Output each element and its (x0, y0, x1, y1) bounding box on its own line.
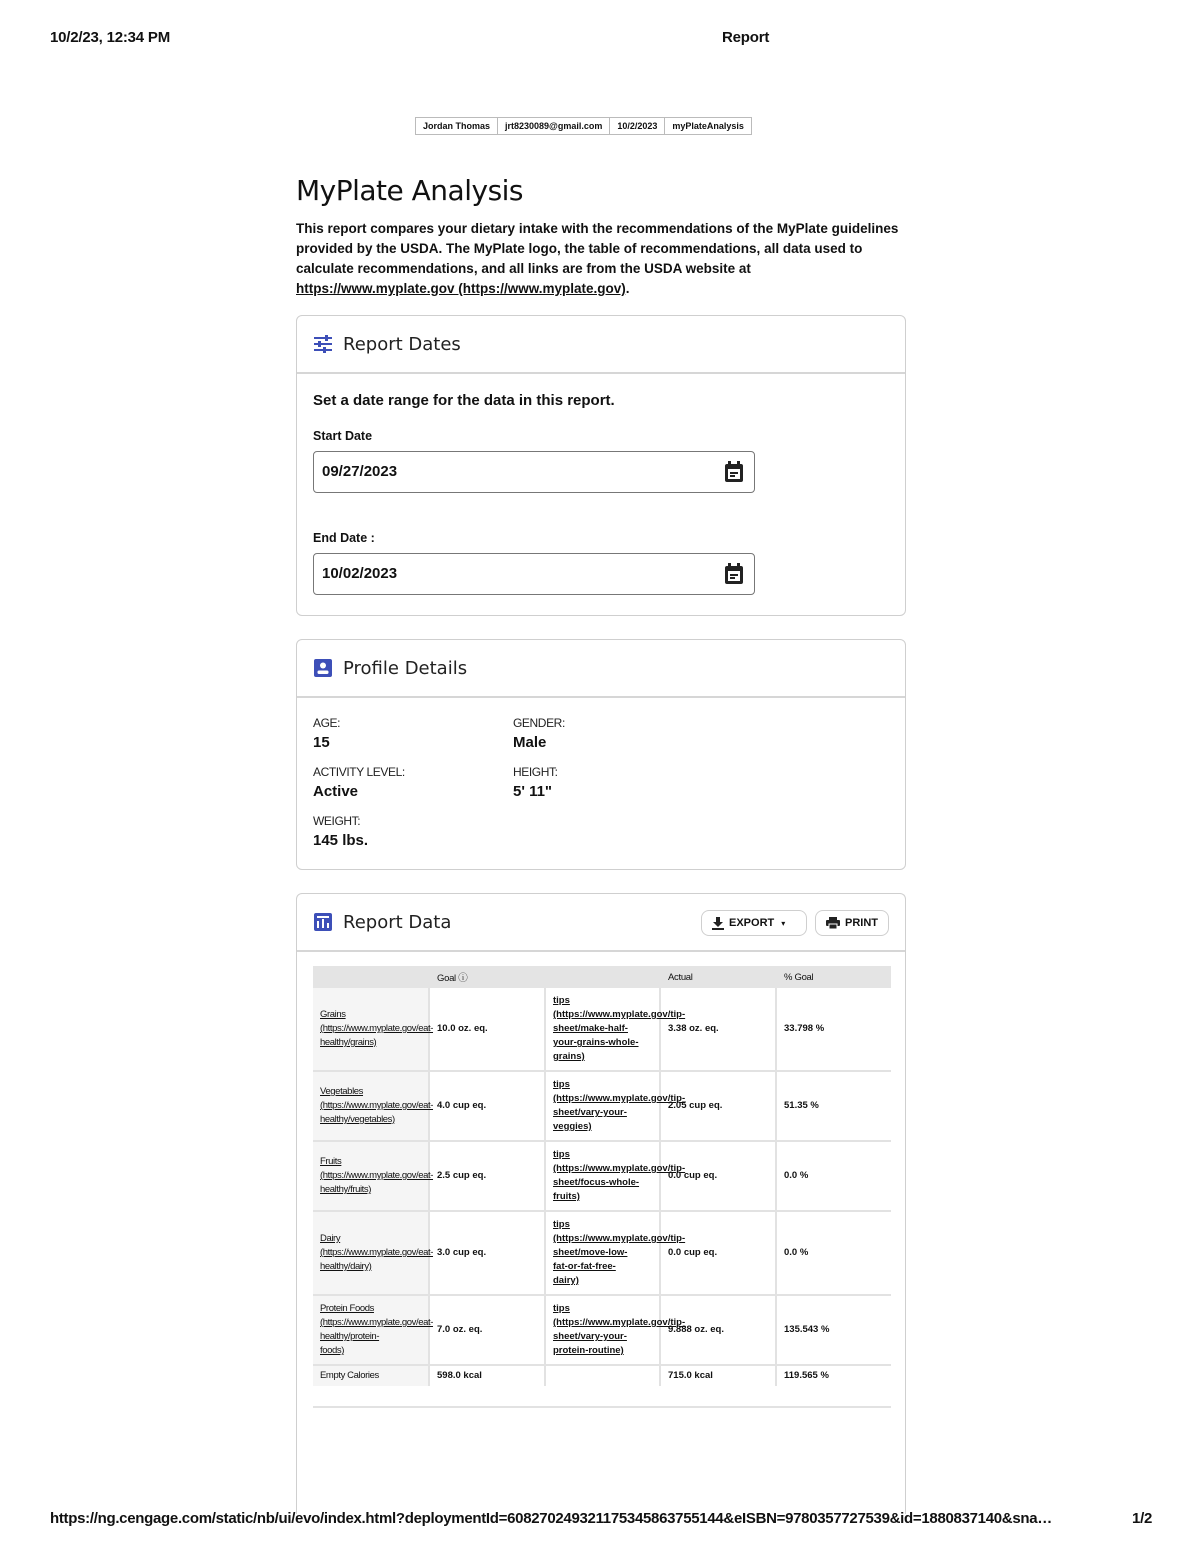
tips-link-text: sheet/vary-your- (553, 1107, 627, 1118)
report-dates-title: Report Dates (343, 333, 461, 355)
tips-link[interactable] (553, 1078, 686, 1134)
intro-end: . (625, 281, 630, 296)
activity-label: ACTIVITY LEVEL: (313, 765, 405, 779)
print-button[interactable] (815, 910, 889, 936)
tips-link-text: tips (553, 1079, 570, 1090)
tips-link-text: grains) (553, 1051, 585, 1062)
food-group-link[interactable]: healthy/fruits) (320, 1184, 372, 1195)
gender-label: GENDER: (513, 716, 565, 730)
tips-link-text: sheet/make-half- (553, 1023, 628, 1034)
tips-link-text: tips (553, 995, 570, 1006)
print-label: PRINT (845, 917, 878, 929)
actual-cell: 2.05 cup eq. (660, 1071, 776, 1141)
gender-value: Male (513, 734, 547, 751)
tips-cell[interactable] (545, 1295, 686, 1365)
food-group-label: Empty Calories (320, 1370, 379, 1381)
profile-details-card (296, 639, 906, 870)
table-header-row (313, 966, 891, 988)
tips-link-text: sheet/vary-your- (553, 1331, 627, 1342)
tips-link-text: veggies) (553, 1121, 592, 1132)
activity-field (313, 765, 513, 800)
tips-link-text: dairy) (553, 1275, 579, 1286)
food-group-cell (313, 1365, 429, 1386)
tips-link-text: tips (553, 1149, 570, 1160)
tips-link[interactable] (553, 1148, 686, 1204)
height-label: HEIGHT: (513, 765, 558, 779)
download-icon (712, 917, 724, 930)
page-number: 1/2 (1132, 1510, 1152, 1527)
food-group-link[interactable]: (https://www.myplate.gov/eat- (320, 1170, 434, 1181)
report-date: 10/2/2023 (610, 118, 665, 134)
food-group-cell[interactable] (313, 1295, 434, 1365)
report-dates-body (297, 374, 905, 615)
pct-goal-cell: 0.0 % (776, 1211, 891, 1295)
food-group-link[interactable]: (https://www.myplate.gov/eat- (320, 1317, 434, 1328)
user-name: Jordan Thomas (416, 118, 498, 134)
profile-details-header (297, 640, 905, 698)
person-icon (313, 658, 333, 678)
actual-cell: 0.0 cup eq. (660, 1141, 776, 1211)
table-chart-icon (313, 912, 333, 932)
food-group-link[interactable]: (https://www.myplate.gov/eat- (320, 1023, 434, 1034)
table-row (313, 1295, 891, 1365)
tips-link[interactable] (553, 994, 686, 1064)
goal-cell: 598.0 kcal (429, 1365, 545, 1386)
calendar-icon[interactable] (724, 461, 744, 483)
user-info-strip (415, 117, 752, 135)
tips-link-text: tips (553, 1219, 570, 1230)
print-header (50, 29, 1152, 49)
goal-cell: 4.0 cup eq. (429, 1071, 545, 1141)
tips-link-text: fat-or-fat-free- (553, 1261, 616, 1272)
food-group-link[interactable]: (https://www.myplate.gov/eat- (320, 1100, 434, 1111)
report-dates-card (296, 315, 906, 616)
actual-cell: 715.0 kcal (660, 1365, 776, 1386)
food-group-link[interactable]: Vegetables (320, 1086, 364, 1097)
table-footer-divider (313, 1386, 891, 1408)
tips-link-text: (https://www.myplate.gov/tip- (553, 1009, 686, 1020)
chevron-down-icon: ▾ (781, 918, 786, 928)
tips-cell[interactable] (545, 1071, 686, 1141)
actual-cell: 0.0 cup eq. (660, 1211, 776, 1295)
food-group-cell[interactable] (313, 988, 434, 1071)
tips-link-text: (https://www.myplate.gov/tip- (553, 1233, 686, 1244)
food-group-cell[interactable] (313, 1211, 434, 1295)
goal-cell: 7.0 oz. eq. (429, 1295, 545, 1365)
pct-goal-cell: 135.543 % (776, 1295, 891, 1365)
goal-cell: 2.5 cup eq. (429, 1141, 545, 1211)
tips-link-text: protein-routine) (553, 1345, 624, 1356)
age-value: 15 (313, 734, 330, 751)
report-data-card (296, 893, 906, 1514)
end-date-input[interactable] (313, 553, 755, 595)
print-footer (50, 1510, 1152, 1530)
tips-link-text: sheet/move-low- (553, 1247, 628, 1258)
goal-cell: 3.0 cup eq. (429, 1211, 545, 1295)
start-date-value: 09/27/2023 (322, 463, 398, 480)
weight-field (313, 814, 513, 849)
tips-link-text: (https://www.myplate.gov/tip- (553, 1317, 686, 1328)
gender-field (513, 716, 713, 751)
intro-body: This report compares your dietary intake with the recommendations of the MyPlate guidelines provided by the USDA. The MyPlate logo, the table of recommendations, all data used to calculate recommendations, and all links are from the USDA website at (296, 221, 899, 276)
tips-link-text: sheet/focus-whole- (553, 1177, 640, 1188)
date-range-prompt: Set a date range for the data in this report. (313, 392, 615, 409)
start-date-input[interactable] (313, 451, 755, 493)
food-group-cell[interactable] (313, 1071, 434, 1141)
tips-link-text: tips (553, 1303, 570, 1314)
page-title: MyPlate Analysis (296, 174, 524, 207)
tips-link-text: fruits) (553, 1191, 580, 1202)
table-body (313, 988, 891, 1386)
tips-link-text: your-grains-whole- (553, 1037, 639, 1048)
tips-link[interactable] (553, 1218, 686, 1288)
actual-cell: 9.888 oz. eq. (660, 1295, 776, 1365)
myplate-table (313, 966, 891, 1386)
report-data-title: Report Data (343, 911, 452, 933)
profile-details-title: Profile Details (343, 657, 468, 679)
print-url: https://ng.cengage.com/static/nb/ui/evo/index.html?deploymentId=608270249321175345863755144&eISBN=9780357727539&id=1880837140&sna… (50, 1510, 1052, 1527)
goal-cell: 10.0 oz. eq. (429, 988, 545, 1071)
print-doc-title: Report (722, 29, 770, 46)
food-group-link[interactable]: (https://www.myplate.gov/eat- (320, 1247, 434, 1258)
height-field (513, 765, 713, 800)
col-pct-goal: % Goal (776, 966, 891, 988)
food-group-link[interactable]: healthy/dairy) (320, 1261, 372, 1272)
food-group-link[interactable]: healthy/grains) (320, 1037, 377, 1048)
report-dates-header (297, 316, 905, 374)
printer-icon (826, 917, 840, 929)
food-group-cell[interactable] (313, 1141, 434, 1211)
col-tips (545, 966, 660, 988)
col-goal: Goal ⓘ (429, 966, 545, 988)
age-label: AGE: (313, 716, 341, 730)
table-row (313, 1141, 891, 1211)
myplate-link[interactable]: https://www.myplate.gov (https://www.myplate.gov) (296, 281, 626, 296)
start-date-label: Start Date (313, 429, 373, 443)
profile-details-body (297, 698, 905, 869)
age-field (313, 716, 513, 751)
calendar-icon[interactable] (724, 563, 744, 585)
col-actual: Actual (660, 966, 776, 988)
tips-link-text: (https://www.myplate.gov/tip- (553, 1093, 686, 1104)
pct-goal-cell: 51.35 % (776, 1071, 891, 1141)
tips-cell[interactable] (545, 988, 686, 1071)
report-data-body (297, 952, 905, 1428)
tips-link[interactable] (553, 1302, 686, 1358)
end-date-label: End Date : (313, 531, 375, 545)
report-name: myPlateAnalysis (672, 121, 744, 131)
print-datetime: 10/2/23, 12:34 PM (50, 29, 171, 46)
food-group-link[interactable]: Grains (320, 1009, 346, 1020)
pct-goal-cell: 33.798 % (776, 988, 891, 1071)
report-data-header (297, 894, 905, 952)
height-value: 5' 11" (513, 783, 553, 800)
food-group-link[interactable]: healthy/protein- (320, 1331, 380, 1342)
activity-value: Active (313, 783, 359, 800)
food-group-link[interactable]: healthy/vegetables) (320, 1114, 395, 1125)
intro-text (296, 219, 906, 299)
user-email: jrt8230089@gmail.com (498, 118, 610, 134)
tips-cell[interactable] (545, 1211, 686, 1295)
food-group-link[interactable]: foods) (320, 1345, 345, 1356)
food-group-link[interactable]: Fruits (320, 1156, 342, 1167)
actual-cell: 3.38 oz. eq. (660, 988, 776, 1071)
export-label: EXPORT (729, 917, 775, 929)
food-group-link[interactable]: Dairy (320, 1233, 341, 1244)
profile-grid (313, 716, 889, 849)
export-button[interactable] (701, 910, 807, 936)
weight-value: 145 lbs. (313, 832, 369, 849)
tips-cell[interactable] (545, 1141, 686, 1211)
pct-goal-cell: 119.565 % (784, 1370, 829, 1381)
table-row (313, 1211, 891, 1295)
table-row (313, 988, 891, 1071)
table-row (313, 1365, 891, 1386)
food-group-link[interactable]: Protein Foods (320, 1303, 374, 1314)
tips-link-text: (https://www.myplate.gov/tip- (553, 1163, 686, 1174)
main-content (296, 170, 906, 1537)
weight-label: WEIGHT: (313, 814, 361, 828)
sliders-icon (313, 334, 333, 354)
tips-cell (545, 1365, 660, 1386)
col-food (313, 966, 429, 988)
pct-goal-cell: 0.0 % (776, 1141, 891, 1211)
end-date-value: 10/02/2023 (322, 565, 398, 582)
table-row (313, 1071, 891, 1141)
